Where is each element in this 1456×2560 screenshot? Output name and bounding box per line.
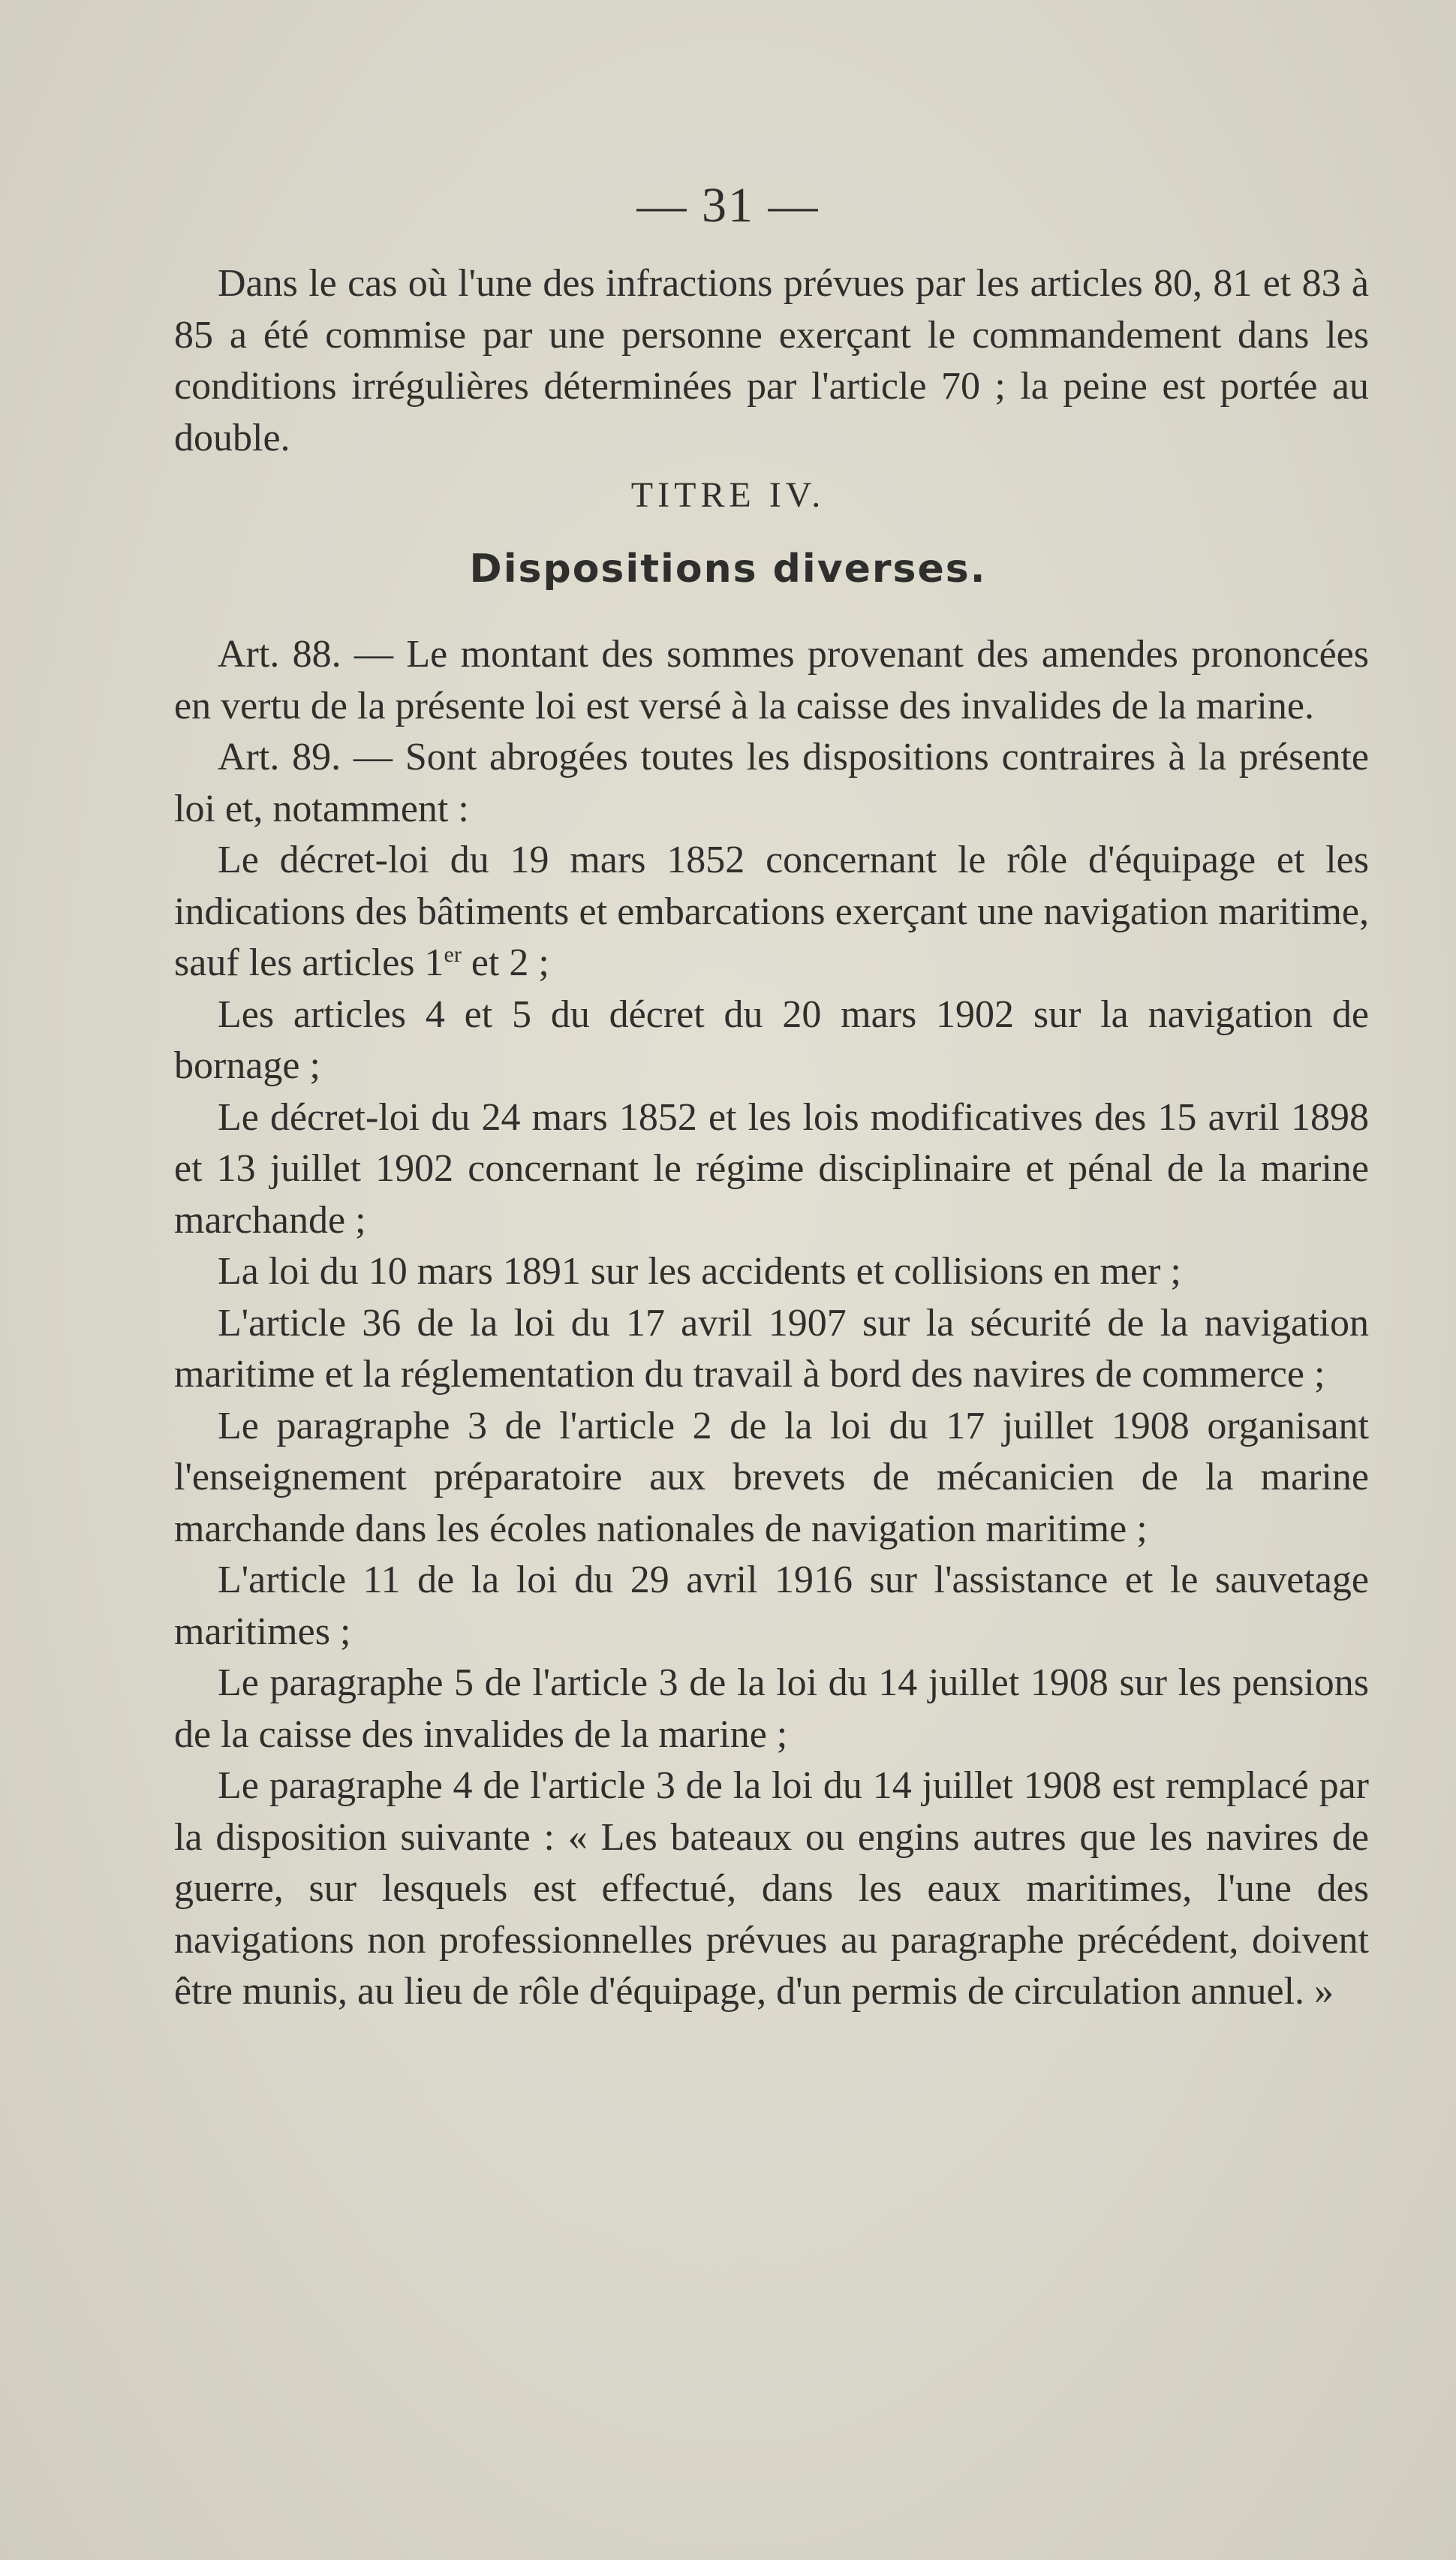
abrogation-item-2: Les articles 4 et 5 du décret du 20 mars 1902 sur la navigation de bornage ; — [174, 992, 1369, 1087]
titre-heading: TITRE IV. — [630, 475, 826, 515]
abrogation-item-1-text: Le décret-loi du 19 mars 1852 concernant le rôle d'équipage et les indications des bâtiments et embarcations exerçant une navigation maritime, sauf les articles 1 — [174, 839, 1369, 984]
abrogation-item-1-end: et 2 ; — [461, 941, 549, 984]
abrogation-item-4: La loi du 10 mars 1891 sur les accidents et collisions en mer ; — [218, 1250, 1181, 1293]
intro-paragraph: Dans le cas où l'une des infractions prévues par les articles 80, 81 et 83 à 85 a été commise par une personne exerçant le commandement dans les conditions irrégulières déterminées par l'article 70 ; la peine est portée au double. — [174, 262, 1369, 459]
replacement-paragraph: Le paragraphe 4 de l'article 3 de la loi du 14 juillet 1908 est remplacé par la disposition suivante : « Les bateaux ou engins autres que les navires de guerre, sur lesquels est effectué, dans les eaux maritimes, l'une des navigations non professionnelles prévues au paragraphe précédent, doivent être munis, au lieu de rôle d'équipage, d'un permis de circulation annuel. » — [174, 1764, 1369, 2013]
abrogation-item-5: L'article 36 de la loi du 17 avril 1907 sur la sécurité de la navigation maritime et la réglementation du travail à bord des navires de commerce ; — [174, 1301, 1369, 1396]
superscript-er: er — [444, 942, 462, 967]
abrogation-item-1 — [174, 835, 1369, 989]
article-89-paragraph: Art. 89. — Sont abrogées toutes les dispositions contraires à la présente loi et, notamment : — [174, 736, 1369, 830]
section-heading: Dispositions diverses. — [469, 547, 987, 592]
articles-text-block — [174, 629, 1369, 2018]
abrogation-item-3: Le décret-loi du 24 mars 1852 et les lois modificatives des 15 avril 1898 et 13 juillet 1902 concernant le régime disciplinaire et pénal de la marine marchande ; — [174, 1095, 1369, 1242]
article-88-paragraph: Art. 88. — Le montant des sommes provenant des amendes prononcées en vertu de la présente loi est versé à la caisse des invalides de la marine. — [174, 633, 1369, 727]
page-number: — 31 — — [636, 178, 820, 233]
abrogation-item-7: L'article 11 de la loi du 29 avril 1916 sur l'assistance et le sauvetage maritimes ; — [174, 1559, 1369, 1653]
abrogation-item-6: Le paragraphe 3 de l'article 2 de la loi du 17 juillet 1908 organisant l'enseignement préparatoire aux brevets de mécanicien de la marine marchande dans les écoles nationales de navigation maritime ; — [174, 1404, 1369, 1550]
intro-text-block — [174, 258, 1369, 464]
abrogation-item-8: Le paragraphe 5 de l'article 3 de la loi du 14 juillet 1908 sur les pensions de la caisse des invalides de la marine ; — [174, 1661, 1369, 1756]
